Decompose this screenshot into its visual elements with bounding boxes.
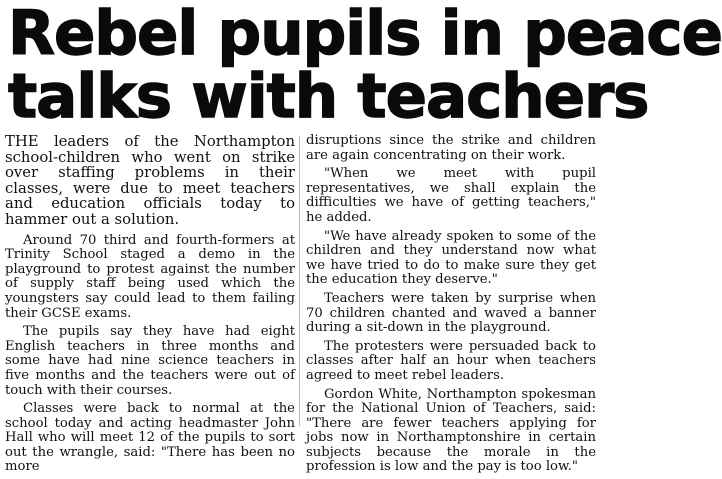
article-paragraph: The pupils say they have had eight English teachers in three months and some have had nine science teachers in five months and the teachers were out of touch with their courses. [5,324,295,398]
column-divider [299,136,300,426]
article-paragraph: The protesters were persuaded back to classes after half an hour when teachers agreed to meet rebel leaders. [306,338,596,383]
headline-line-1: Rebel pupils in peace [8,0,722,69]
article-paragraph: "When we meet with pupil representatives, we shall explain the difficulties we have of getting teachers," he added. [306,166,596,225]
headline-line-2: talks with teachers [8,61,649,132]
article-paragraph: "We have already spoken to some of the children and they understand now what we have tried to do to make sure they get the education they deserve." [306,228,596,288]
article-paragraph: Teachers were taken by surprise when 70 children chanted and waved a banner during a sit-down in the playground. [306,290,596,336]
article-column-right [306,134,596,479]
headline [8,0,722,132]
article-paragraph: Around 70 third and fourth-formers at Trinity School staged a demo in the playground to protest against the number of supply staff being used which the youngsters say could lead to them failing their GCSE exams. [5,232,295,321]
article-paragraph: Gordon White, Northampton spokesman for the National Union of Teachers, said: "There are fewer teachers applying for jobs now in Northamptonshire in certain subjects because the morale in the profession is low and the pay is too low." [306,386,596,475]
article-column-left [5,134,295,479]
article-paragraph: disruptions since the strike and children are again concentrating on their work. [306,133,596,163]
article-lede: THE leaders of the Northampton school-children who went on strike over staffing problems in their classes, were due to meet teachers and education officials today to hammer out a solution. [5,133,295,228]
article-paragraph: Classes were back to normal at the school today and acting headmaster John Hall who will meet 12 of the pupils to sort out the wrangle, said: "There has been no more [5,401,295,475]
